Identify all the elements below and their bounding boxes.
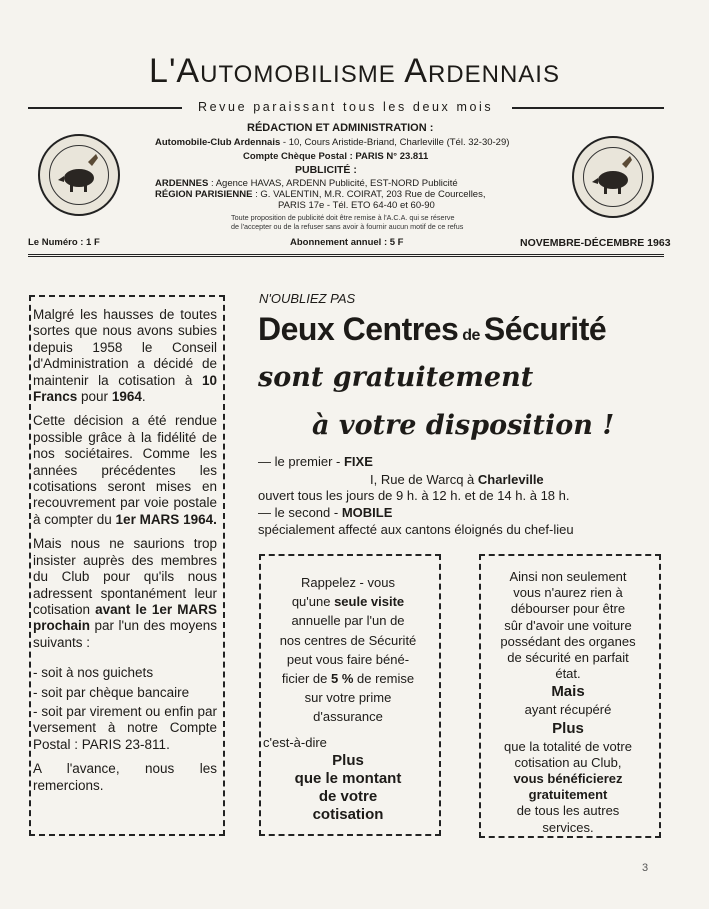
rb-plus: Plus <box>552 719 584 737</box>
rb-line-4: sûr d'avoir une voiture <box>504 617 632 633</box>
p3-text2: par l'un des moyens suivants : <box>33 618 217 650</box>
center-fixed-address <box>370 472 544 487</box>
p1-text: Malgré les hausses de toutes sortes que nous avons subies depuis 1958 le Conseil d'Administration a décidé de maintenir la cotisation à <box>33 307 217 388</box>
script-line-1: sont gratuitement <box>258 362 534 393</box>
ardennes-agencies <box>155 178 458 189</box>
rb-gratuitement: gratuitement <box>528 787 608 803</box>
advert-notice-2: de l'accepter ou de la refuser sans avoir à fournir aucun motif de ce refus <box>231 222 464 231</box>
rb-line-12: services. <box>542 819 594 835</box>
region-label: RÉGION PARISIENNE <box>155 189 253 200</box>
cb-line-9: c'est-à-dire <box>263 734 327 750</box>
rb-line-10: cotisation au Club, <box>514 754 622 770</box>
subscription-price: Abonnement annuel : 5 F <box>290 237 404 248</box>
rb-line-8: ayant récupéré <box>524 702 612 718</box>
issue-price: Le Numéro : 1 F <box>28 237 100 248</box>
mobile-label: MOBILE <box>341 505 393 520</box>
cb-line-6 <box>263 669 433 688</box>
rb-beneficierez: vous bénéficierez <box>513 771 623 787</box>
boar-icon <box>40 136 118 214</box>
p1-year: 1964 <box>111 389 142 405</box>
rb-mais: Mais <box>551 683 585 701</box>
cb-line-6a: ficier de <box>281 671 332 687</box>
rb-line-1: Ainsi non seulement <box>509 569 627 584</box>
p1-end: . <box>141 389 146 405</box>
club-emblem-right <box>572 136 654 218</box>
address-prefix: I, Rue de Warcq à <box>370 472 478 487</box>
cb-seule-visite: seule visite <box>334 594 405 610</box>
payment-option-2: - soit par chèque bancaire <box>33 684 190 700</box>
rb-line-5: possédant des organes <box>500 633 636 649</box>
subtitle-rule-left <box>28 107 182 109</box>
center-fixed-hours: ouvert tous les jours de 9 h. à 12 h. et de 14 h. à 18 h. <box>258 488 570 503</box>
subtitle: Revue paraissant tous les deux mois <box>198 100 494 114</box>
club-name: Automobile-Club Ardennais <box>155 137 281 148</box>
club-emblem-left <box>38 134 120 216</box>
cb-montant: que le montant <box>294 769 402 787</box>
cb-line-2a: qu'une <box>291 594 335 610</box>
notice-paragraph-2 <box>33 413 217 528</box>
cb-line-2 <box>263 592 433 611</box>
compte-cheque: Compte Chèque Postal : PARIS N° 23.811 <box>243 151 429 162</box>
benefits-text <box>483 569 653 836</box>
headline-part-1: Deux Centres <box>258 311 459 347</box>
subtitle-rule-right <box>512 107 664 109</box>
center-mobile-desc: spécialement affecté aux cantons éloignés du chef-lieu <box>258 522 574 537</box>
notice-paragraph-3 <box>33 536 217 651</box>
page-number: 3 <box>642 862 649 874</box>
kicker: N'OUBLIEZ PAS <box>259 291 356 306</box>
cb-percent: 5 % <box>331 671 354 687</box>
fixed-label: FIXE <box>343 454 373 469</box>
region-agencies <box>155 189 486 200</box>
closing-thanks: A l'avance, nous les remercions. <box>33 761 217 793</box>
ardennes-text: : Agence HAVAS, ARDENN Publicité, EST-NORD Publicité <box>208 178 458 189</box>
script-line-2: à votre disposition ! <box>312 410 615 441</box>
cb-line-6c: de remise <box>353 671 415 687</box>
club-address: - 10, Cours Aristide-Briand, Charleville (Tél. 32-30-29) <box>280 137 510 148</box>
cb-line-4: nos centres de Sécurité <box>279 632 417 648</box>
publication-title: L'Automobilisme Ardennais <box>149 52 560 90</box>
redaction-heading: RÉDACTION ET ADMINISTRATION : <box>247 122 434 134</box>
rb-line-9: que la totalité de votre <box>504 738 632 754</box>
p2-text: Cette décision a été rendue possible grâce à la fidélité de nos sociétaires. Comme les années précédentes les cotisations seront mises en recouvrement par voie postale à compter du <box>33 413 217 527</box>
center-fixed <box>258 454 373 469</box>
redaction-address <box>155 137 509 148</box>
cb-line-3: annuelle par l'un de <box>291 613 405 629</box>
headline-de: de <box>458 327 484 344</box>
cb-plus: Plus <box>332 751 364 769</box>
cb-line-8: d'assurance <box>313 709 383 725</box>
p2-date: 1er MARS 1964. <box>115 511 217 527</box>
region-text: : G. VALENTIN, M.R. COIRAT, 203 Rue de Courcelles, <box>252 189 486 200</box>
headline-part-2: Sécurité <box>483 311 607 347</box>
rb-line-11: de tous les autres <box>516 803 620 819</box>
cb-line-7: sur votre prime <box>304 690 392 706</box>
notice-paragraph-1 <box>33 307 217 405</box>
discount-text <box>263 573 433 824</box>
headline <box>258 311 606 348</box>
boar-icon-right <box>574 138 652 216</box>
p3-text: Mais nous ne saurions trop insister auprès des membres du Club pour qu'ils nous adressent spontanément leur cotisation <box>33 536 217 617</box>
rb-line-6: de sécurité en parfait <box>507 650 629 666</box>
cb-cotisation: cotisation <box>312 805 384 823</box>
region-phone: PARIS 17e - Tél. ETO 64-40 et 60-90 <box>278 200 435 211</box>
membership-notice-text <box>33 307 217 802</box>
cb-line-5: peut vous faire béné- <box>286 651 410 667</box>
rb-line-3: débourser pour être <box>510 601 626 617</box>
p1-amount: 10 Francs <box>33 372 217 405</box>
cb-de-votre: de votre <box>318 787 378 805</box>
advert-notice-1: Toute proposition de publicité doit être remise à l'A.C.A. qui se réserve <box>231 213 455 222</box>
fixed-prefix: — le premier - <box>258 454 344 469</box>
ardennes-label: ARDENNES <box>155 178 209 189</box>
rb-line-2: vous n'aurez rien à <box>513 585 623 601</box>
cb-line-1: Rappelez - vous <box>301 575 395 590</box>
rb-line-7: état. <box>555 666 581 682</box>
p3-deadline: avant le 1er MARS prochain <box>33 601 217 634</box>
header-divider <box>28 254 664 257</box>
mobile-prefix: — le second - <box>258 505 342 520</box>
payment-option-3: - soit par virement ou enfin par versement à notre Compte Postal : PARIS 23-811. <box>33 703 217 752</box>
center-mobile <box>258 505 392 520</box>
issue-date: NOVEMBRE-DÉCEMBRE 1963 <box>520 237 671 249</box>
address-city: Charleville <box>477 472 544 487</box>
publicite-heading: PUBLICITÉ : <box>295 164 357 176</box>
p1-text2: pour <box>77 389 112 405</box>
payment-option-1: - soit à nos guichets <box>33 665 154 681</box>
